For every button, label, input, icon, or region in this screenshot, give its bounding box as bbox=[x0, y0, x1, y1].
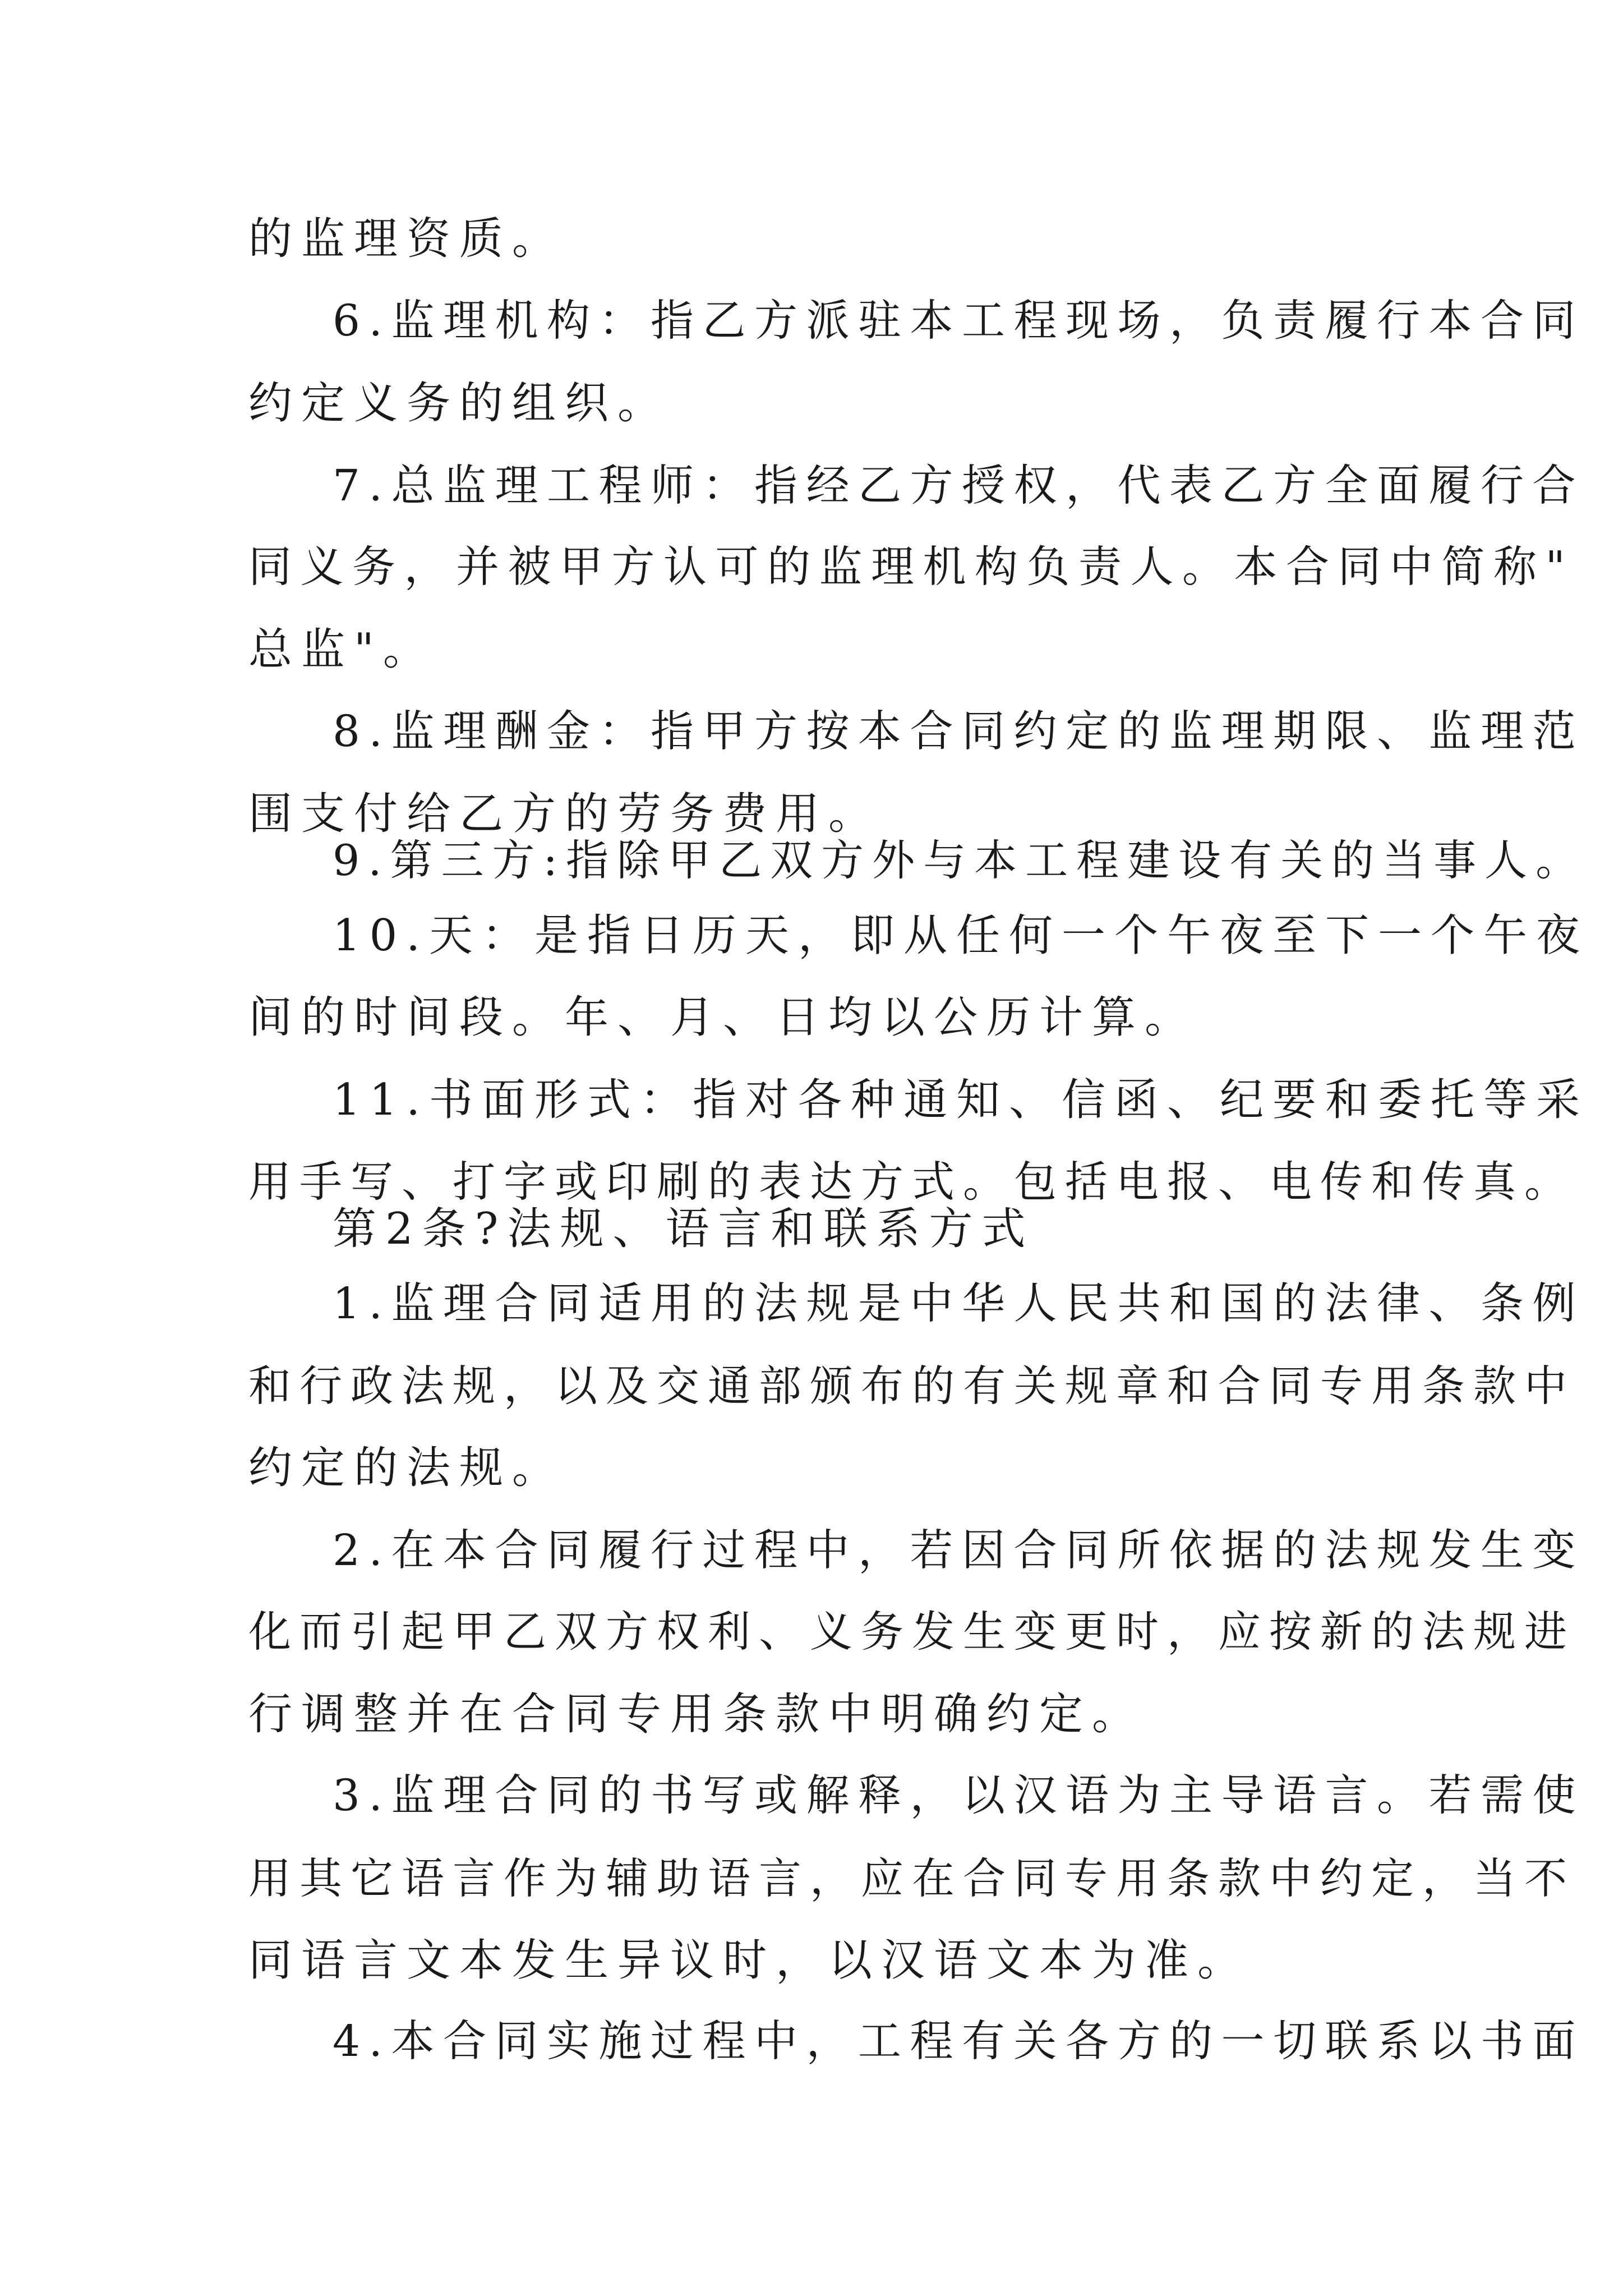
text-line: 用手写、打字或印刷的表达方式。包括电报、电传和传真。 bbox=[248, 1157, 1575, 1207]
section-heading: 第2条?法规、语言和联系方式 bbox=[333, 1204, 1035, 1254]
text-line: 的监理资质。 bbox=[248, 214, 565, 264]
text-line: 7.总监理工程师：指经乙方授权，代表乙方全面履行合 bbox=[333, 461, 1584, 511]
text-line: 约定的法规。 bbox=[248, 1443, 565, 1493]
text-line: 10.天：是指日历天，即从任何一个午夜至下一个午夜 bbox=[333, 910, 1589, 961]
text-line: 8.监理酬金：指甲方按本合同约定的监理期限、监理范 bbox=[333, 707, 1584, 757]
text-line: 约定义务的组织。 bbox=[248, 378, 671, 429]
text-line: 围支付给乙方的劳务费用。 bbox=[248, 789, 882, 839]
text-line: 行调整并在合同专用条款中明确约定。 bbox=[248, 1689, 1145, 1740]
text-line: 同语言文本发生异议时，以汉语文本为准。 bbox=[248, 1935, 1251, 1986]
text-line: 1.监理合同适用的法规是中华人民共和国的法律、条例 bbox=[333, 1279, 1584, 1329]
text-line: 3.监理合同的书写或解释，以汉语为主导语言。若需使 bbox=[333, 1771, 1584, 1821]
text-line: 同义务，并被甲方认可的监理机构负责人。本合同中简称" bbox=[248, 542, 1574, 592]
text-line: 间的时间段。年、月、日均以公历计算。 bbox=[248, 992, 1198, 1043]
text-line: 4.本合同实施过程中，工程有关各方的一切联系以书面 bbox=[333, 2017, 1584, 2067]
text-line: 用其它语言作为辅助语言，应在合同专用条款中约定，当不 bbox=[248, 1853, 1575, 1903]
text-line: 6.监理机构：指乙方派驻本工程现场，负责履行本合同 bbox=[333, 296, 1584, 346]
text-line: 11.书面形式：指对各种通知、信函、纪要和委托等采 bbox=[333, 1075, 1589, 1125]
text-line: 9.第三方:指除甲乙双方外与本工程建设有关的当事人。 bbox=[333, 835, 1587, 885]
text-line: 化而引起甲乙双方权利、义务发生变更时，应按新的法规进 bbox=[248, 1607, 1575, 1657]
text-line: 总监"。 bbox=[248, 624, 436, 675]
text-line: 和行政法规，以及交通部颁布的有关规章和合同专用条款中 bbox=[248, 1361, 1575, 1411]
text-line: 2.在本合同履行过程中，若因合同所依据的法规发生变 bbox=[333, 1526, 1584, 1576]
